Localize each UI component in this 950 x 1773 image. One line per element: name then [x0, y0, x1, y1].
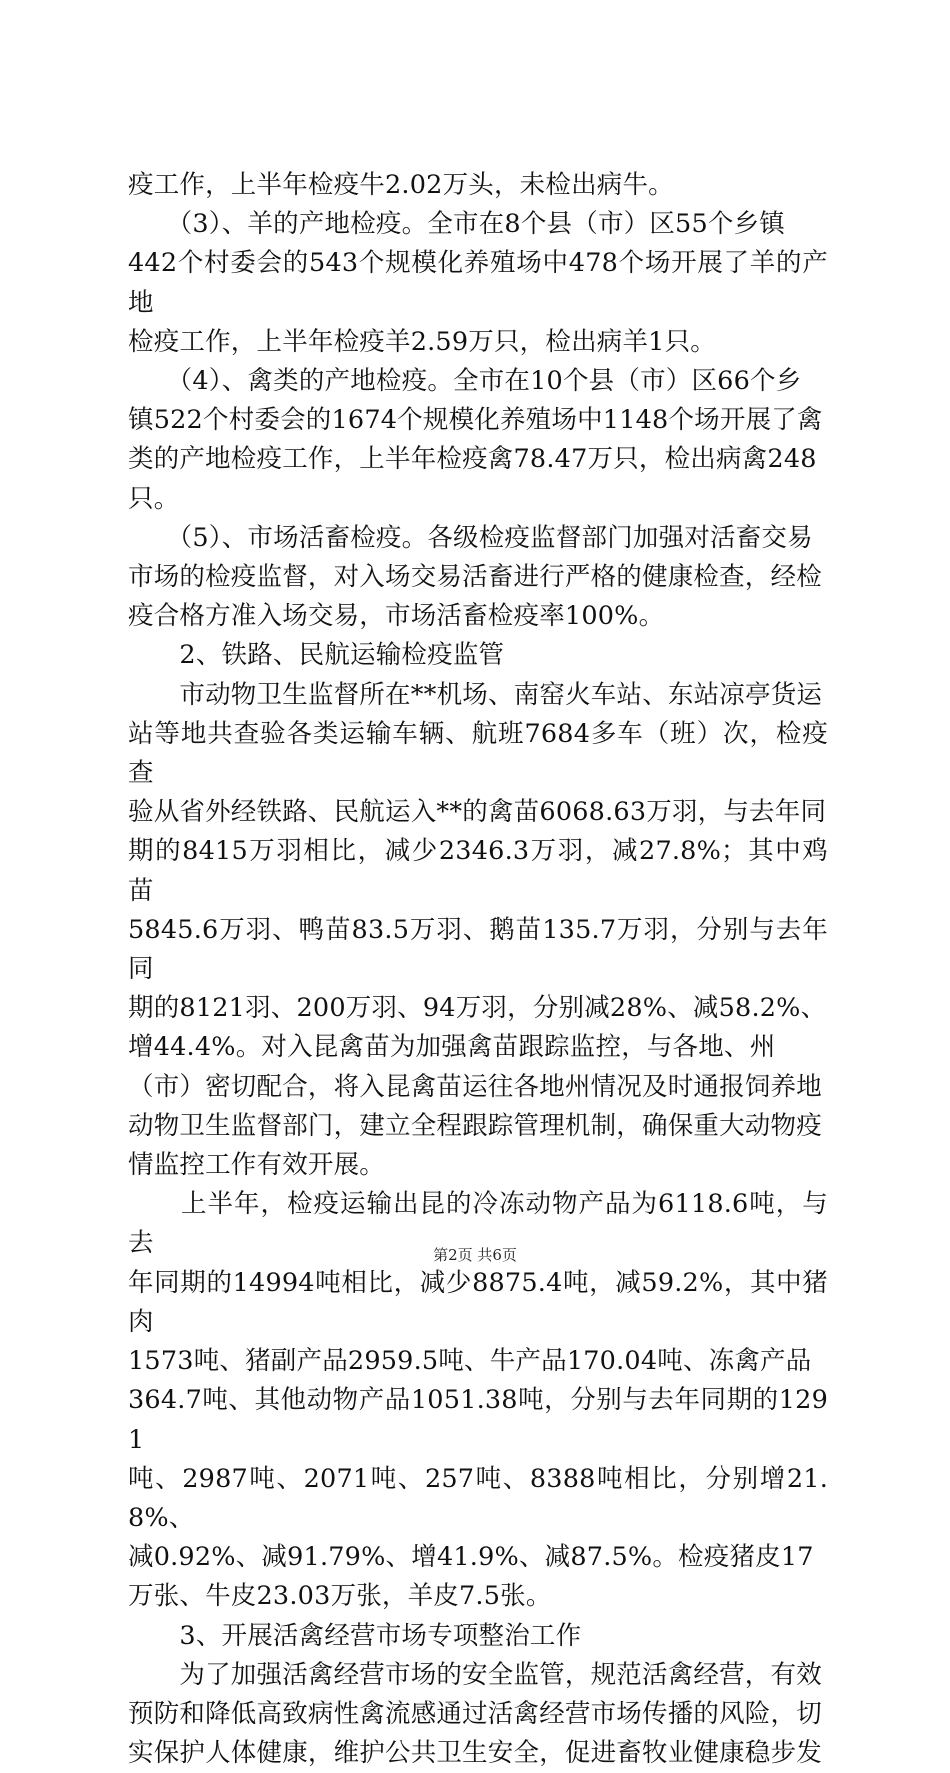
text-line-24: 年同期的14994吨相比，减少8875.4吨，减59.2%，其中猪肉	[128, 1267, 828, 1337]
text-line-28: 减0.92%、减91.79%、增41.9%、减87.5%。检疫猪皮17	[128, 1542, 814, 1573]
text-line-5: （4）、禽类的产地检疫。全市在10个县（市）区66个乡	[128, 366, 802, 397]
text-line-22: 情监控工作有效开展。	[128, 1150, 386, 1181]
text-line-19: 增44.4%。对入昆禽苗为加强禽苗跟踪监控，与各地、州	[128, 1032, 776, 1063]
text-line-21: 动物卫生监督部门，建立全程跟踪管理机制，确保重大动物疫	[128, 1110, 822, 1141]
text-line-11: 疫合格方准入场交易，市场活畜检疫率100%。	[128, 601, 665, 632]
text-line-1: 疫工作，上半年检疫牛2.02万头，未检出病牛。	[128, 170, 674, 200]
section-heading-3: 3、开展活禽经营市场专项整治工作	[128, 1620, 582, 1651]
document-body	[128, 166, 828, 1773]
text-line-27: 吨、2987吨、2071吨、257吨、8388吨相比，分别增21.8%、	[128, 1463, 828, 1533]
text-line-7: 类的产地检疫工作，上半年检疫禽78.47万只，检出病禽248	[128, 444, 817, 475]
text-line-6: 镇522个村委会的1674个规模化养殖场中1148个场开展了禽	[128, 405, 823, 436]
text-line-33: 实保护人体健康，维护公共卫生安全，促进畜牧业健康稳步发	[128, 1738, 822, 1769]
section-heading-2: 2、铁路、民航运输检疫监管	[128, 640, 505, 671]
text-line-31: 为了加强活禽经营市场的安全监管，规范活禽经营，有效	[128, 1659, 822, 1690]
text-line-23: 上半年，检疫运输出昆的冷冻动物产品为6118.6吨，与去	[128, 1189, 828, 1259]
text-line-32: 预防和降低高致病性禽流感通过活禽经营市场传播的风险，切	[128, 1698, 822, 1729]
text-line-10: 市场的检疫监督，对入场交易活畜进行严格的健康检查，经检	[128, 562, 822, 593]
text-line-4: 检疫工作，上半年检疫羊2.59万只，检出病羊1只。	[128, 326, 717, 357]
text-line-13: 市动物卫生监督所在**机场、南窑火车站、东站凉亭货运	[128, 679, 823, 710]
text-line-8: 只。	[128, 483, 180, 514]
text-line-3: 442个村委会的543个规模化养殖场中478个场开展了羊的产地	[128, 248, 828, 318]
text-line-15: 验从省外经铁路、民航运入**的禽苗6068.63万羽，与去年同	[128, 797, 827, 828]
text-line-9: （5）、市场活畜检疫。各级检疫监督部门加强对活畜交易	[128, 522, 813, 553]
text-line-29: 万张、牛皮23.03万张，羊皮7.5张。	[128, 1581, 552, 1612]
text-line-18: 期的8121羽、200万羽、94万羽，分别减28%、减58.2%、	[128, 993, 827, 1024]
text-line-20: （市）密切配合，将入昆禽苗运往各地州情况及时通报饲养地	[128, 1071, 822, 1102]
text-line-25: 1573吨、猪副产品2959.5吨、牛产品170.04吨、冻禽产品	[128, 1346, 812, 1377]
page-number-footer: 第2页 共6页	[433, 1246, 517, 1264]
text-line-26: 364.7吨、其他动物产品1051.38吨，分别与去年同期的1291	[128, 1385, 828, 1455]
text-line-16: 期的8415万羽相比，减少2346.3万羽，减27.8%；其中鸡苗	[128, 836, 828, 906]
text-line-14: 站等地共查验各类运输车辆、航班7684多车（班）次，检疫查	[128, 718, 828, 789]
text-line-17: 5845.6万羽、鸭苗83.5万羽、鹅苗135.7万羽，分别与去年同	[128, 914, 828, 985]
text-line-2: （3）、羊的产地检疫。全市在8个县（市）区55个乡镇	[128, 209, 785, 240]
